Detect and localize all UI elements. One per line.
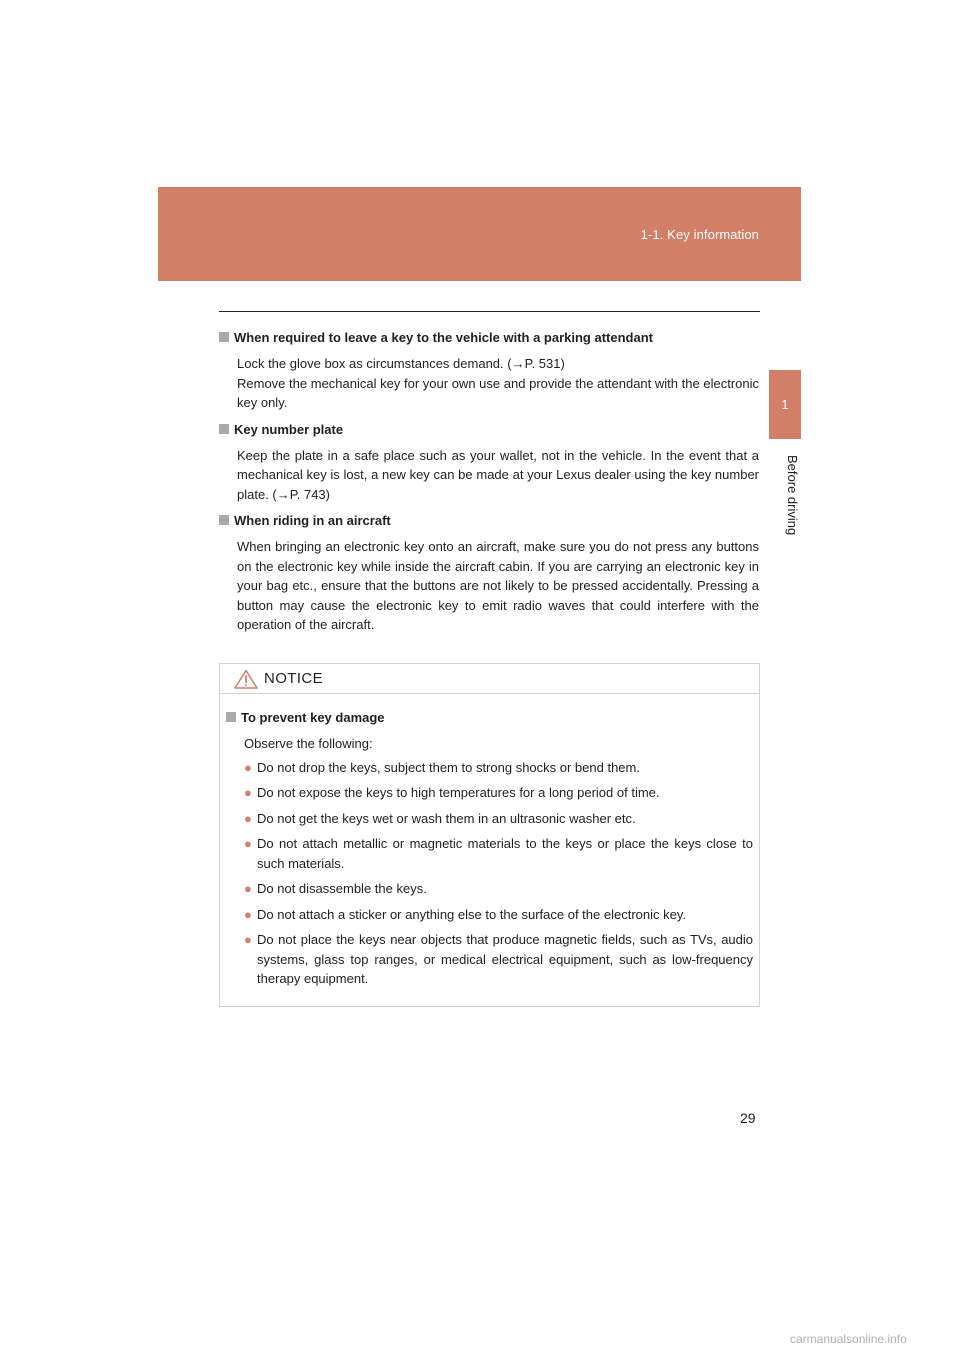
section-text: Keep the plate in a safe place such as your wallet, not in the vehicle. In the event that a mechanical key is lost, a new key can be made at your Lexus dealer using the key number plate. (→P. 743) xyxy=(237,447,759,502)
list-item: ● Do not attach a sticker or anything else to the surface of the electronic key. xyxy=(226,905,753,925)
page-number: 29 xyxy=(740,1110,756,1126)
section-text: Remove the mechanical key for your own use and provide the attendant with the electronic key only. xyxy=(237,375,759,410)
list-item: ● Do not drop the keys, subject them to strong shocks or bend them. xyxy=(226,758,753,778)
list-item: ● Do not attach metallic or magnetic materials to the keys or place the keys close to such materials. xyxy=(226,834,753,873)
notice-intro: Observe the following: xyxy=(244,736,373,751)
section-text: Lock the glove box as circumstances demand. (→P. 531) xyxy=(237,356,565,371)
bullet-dot-icon: ● xyxy=(244,785,252,800)
bullet-dot-icon: ● xyxy=(244,932,252,947)
section-title: 1-1. Key information xyxy=(640,227,759,242)
section-heading: When riding in an aircraft xyxy=(234,513,391,528)
section-heading: When required to leave a key to the vehicle with a parking attendant xyxy=(234,330,653,345)
list-item: ● Do not get the keys wet or wash them in an ultrasonic washer etc. xyxy=(226,809,753,829)
section-aircraft xyxy=(219,511,759,635)
bullet-dot-icon: ● xyxy=(244,836,252,851)
watermark: carmanualsonline.info xyxy=(790,1332,907,1346)
list-item: ● Do not expose the keys to high temperatures for a long period of time. xyxy=(226,783,753,803)
list-item: ● Do not disassemble the keys. xyxy=(226,879,753,899)
notice-header xyxy=(220,664,759,694)
square-bullet-icon xyxy=(226,712,236,722)
notice-box xyxy=(219,663,760,1007)
bullet-dot-icon: ● xyxy=(244,906,252,922)
chapter-tab xyxy=(769,370,801,439)
bullet-dot-icon: ● xyxy=(244,759,252,775)
section-heading: Key number plate xyxy=(234,421,344,437)
section-key-number-plate xyxy=(219,420,759,505)
bullet-dot-icon: ● xyxy=(244,881,252,896)
chapter-number: 1 xyxy=(781,397,789,412)
notice-body xyxy=(220,694,759,989)
section-text: When bringing an electronic key onto an aircraft, make sure you do not press any buttons on the electronic key while inside the aircraft cabin. If you are carrying an electronic key in your bag etc., ensure that the buttons are not likely to be pressed accidentally. Pressing a button may cause the electronic key to emit radio waves that could interfere with the operation of the aircraft. xyxy=(237,539,759,632)
section-parking-attendant xyxy=(219,328,759,413)
notice-title: NOTICE xyxy=(264,670,324,687)
top-rule xyxy=(219,311,760,312)
notice-bullets xyxy=(226,758,753,989)
chapter-label: Before driving xyxy=(785,454,800,536)
square-bullet-icon xyxy=(219,515,229,525)
main-content xyxy=(219,328,759,642)
square-bullet-icon xyxy=(219,424,229,434)
notice-heading: To prevent key damage xyxy=(241,710,385,725)
bullet-dot-icon: ● xyxy=(244,810,252,826)
header-band xyxy=(158,187,801,281)
square-bullet-icon xyxy=(219,332,229,342)
warning-triangle-icon xyxy=(234,669,258,689)
list-item: ● Do not place the keys near objects that produce magnetic fields, such as TVs, audio systems, glass top ranges, or medical electrical equipment, such as low-frequency therapy equipment. xyxy=(226,930,753,989)
